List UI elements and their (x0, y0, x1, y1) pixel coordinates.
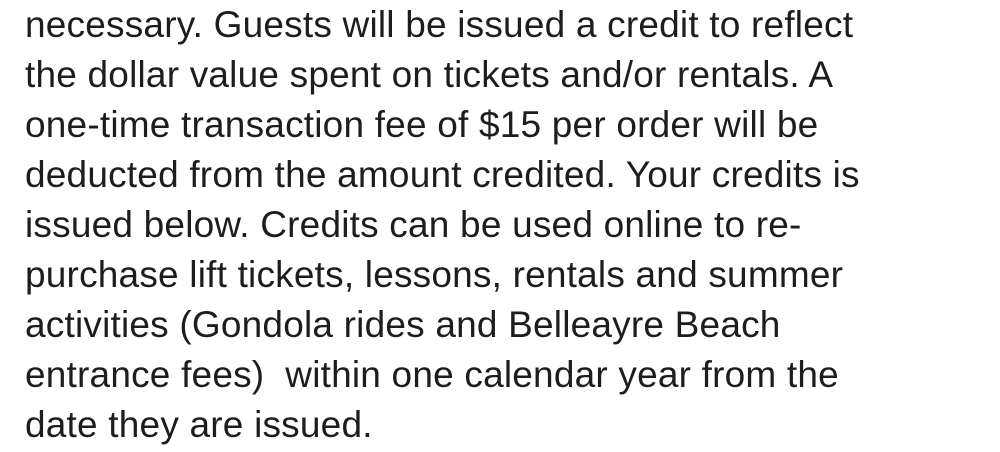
text-line-5: issued below. Credits can be used online to re- (25, 204, 802, 245)
text-line-9: date they are issued. (25, 404, 373, 445)
text-line-1: necessary. Guests will be issued a credit to reflect (25, 4, 854, 45)
text-line-6: purchase lift tickets, lessons, rentals and summer (25, 254, 844, 295)
text-line-4: deducted from the amount credited. Your credits is (25, 154, 860, 195)
text-line-2: the dollar value spent on tickets and/or rentals. A (25, 54, 834, 95)
text-line-3: one-time transaction fee of $15 per order will be (25, 104, 819, 145)
text-line-8: entrance fees) within one calendar year from the (25, 354, 839, 395)
credit-policy-paragraph (25, 0, 985, 450)
text-line-7: activities (Gondola rides and Belleayre Beach (25, 304, 781, 345)
